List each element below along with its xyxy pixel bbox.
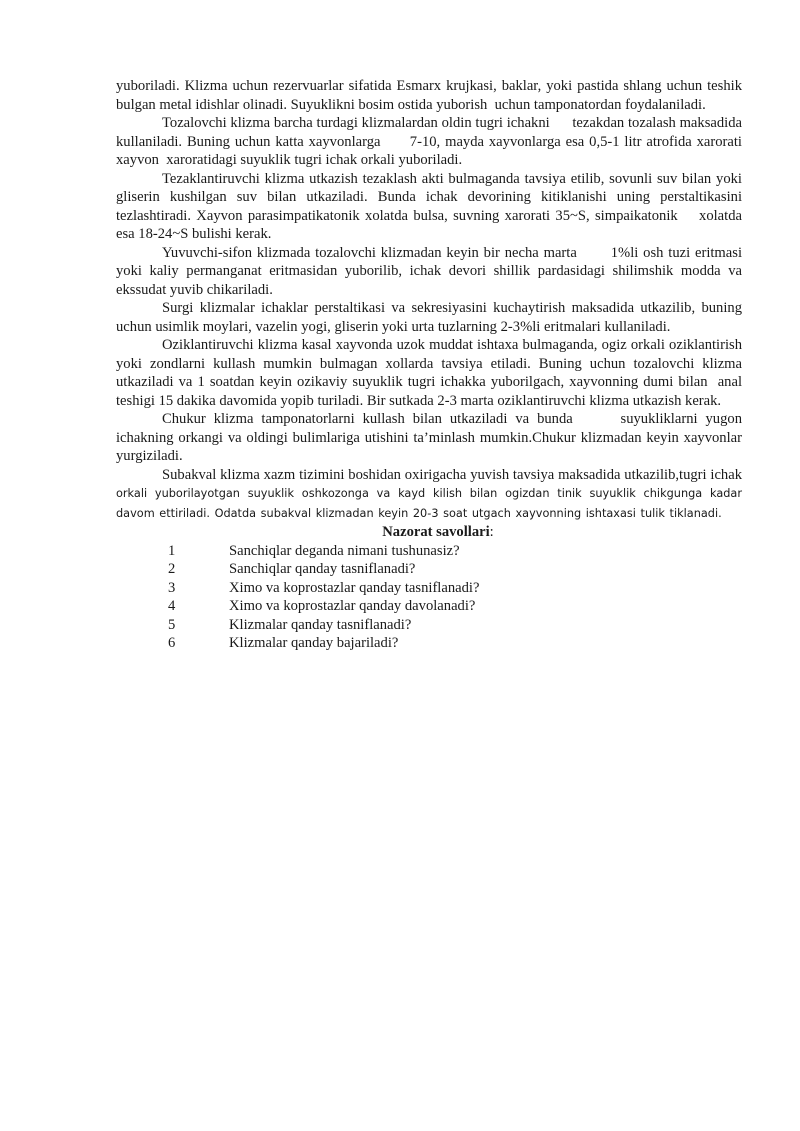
question-text: Sanchiqlar qanday tasniflanadi? — [229, 561, 416, 577]
paragraph-nutrient-enema: Oziklantiruvchi klizma kasal xayvonda uzok muddat ishtaxa bulmaganda, ogiz orkali oziklantirish yoki zondlarni kullash mumkin bulmagan xollarda tavsiya etiladi. Buning uchun tozalovchi klizma utkaziladi va 1 soatdan keyin ozikaviy suyuklik tugri ichakka yuborilgach, xayvonning dumi bilan anal teshigi 15 dakika davomida yopib turiladi. Bir sutkada 2-3 marta oziklantiruvchi klizma utkazish kerak. — [116, 337, 746, 409]
heading-colon: : — [489, 524, 494, 540]
question-item — [116, 616, 742, 635]
paragraph-laxative-enema: Surgi klizmalar ichaklar perstaltikasi va sekresiyasini kuchaytirish maksadida utkazilib, buning uchun usimlik moylari, vazelin yogi, gliserin yoki urta tuzlarning 2-3%li eritmalari kullaniladi. — [116, 300, 742, 335]
question-number: 6 — [168, 635, 176, 651]
paragraph-siphon-enema: Yuvuvchi-sifon klizmada tozalovchi klizmadan keyin bir necha marta 1%li osh tuzi eritmasi yoki kaliy permanganat eritmasidan yuborilib, ichak devori shillik pardasidagi shilimshik modda va ekssudat yuvib chikariladi. — [116, 244, 746, 298]
paragraph-subaqual-enema — [116, 466, 742, 524]
question-text: Klizmalar qanday tasniflanadi? — [229, 616, 412, 633]
question-number: 5 — [168, 616, 176, 633]
question-text: Ximo va koprostazlar qanday tasniflanadi? — [229, 579, 480, 596]
question-number: 3 — [168, 579, 176, 596]
question-number: 2 — [168, 561, 176, 577]
question-item — [116, 560, 742, 579]
subaqual-serif-text: Subakval klizma xazm tizimini boshidan oxirigacha yuvish tavsiya maksadida utkazilib,tugri ichak — [162, 466, 742, 483]
question-text: Sanchiqlar deganda nimani tushunasiz? — [229, 542, 460, 559]
heading-text: Nazorat savollari — [382, 524, 490, 540]
paragraph-defecation-enema: Tezaklantiruvchi klizma utkazish tezaklash akti bulmaganda tavsiya etilib, sovunli suv bilan yoki gliserin kushilgan suv bilan utkaziladi. Bunda ichak devorining kitiklanishi uning perstaltikasini tezlashtiradi. Xayvon parasimpatikatonik xolatda bulsa, suvning xarorati 35~S, simpaikatonik xolatda esa 18-24~S bulishi kerak. — [116, 170, 746, 242]
question-item — [116, 542, 742, 561]
paragraph-cleansing-enema: Tozalovchi klizma barcha turdagi klizmalardan oldin tugri ichakni tezakdan tozalash maksadida kullaniladi. Buning uchun katta xayvonlarga 7-10, mayda xayvonlarga esa 0,5-1 litr atrofida xarorati xayvon xaroratidagi suyuklik tugri ichak orkali yuboriladi. — [116, 115, 746, 168]
question-number: 1 — [168, 542, 176, 559]
paragraph-continuation: yuboriladi. Klizma uchun rezervuarlar sifatida Esmarx krujkasi, baklar, yoki pastida shlang uchun teshik bulgan metal idishlar olinadi. Suyuklikni bosim ostida yuborish uchun tamponatordan foydalaniladi. — [116, 78, 746, 113]
questions-list — [116, 542, 742, 653]
question-item — [116, 634, 742, 653]
section-heading — [116, 523, 742, 542]
document-page — [116, 77, 746, 653]
question-item — [116, 597, 742, 616]
paragraph-deep-enema: Chukur klizma tamponatorlarni kullash bilan utkaziladi va bunda suyukliklarni yugon ichakning orkangi va oldingi bulimlariga utishini ta’minlash mumkin.Chukur klizmadan keyin xayvonlar yurgiziladi. — [116, 411, 746, 464]
question-number: 4 — [168, 598, 176, 614]
subaqual-sans-text: orkali yuborilayotgan suyuklik oshkozonga va kayd kilish bilan ogizdan tinik suyuklik chikgunga kadar davom ettiriladi. Odatda subakval klizmadan keyin 20-3 soat utgach xayvonning ishtaxasi tulik tiklanadi. — [116, 487, 742, 520]
question-text: Ximo va koprostazlar qanday davolanadi? — [229, 598, 476, 614]
question-text: Klizmalar qanday bajariladi? — [229, 635, 399, 651]
question-item — [116, 579, 742, 598]
